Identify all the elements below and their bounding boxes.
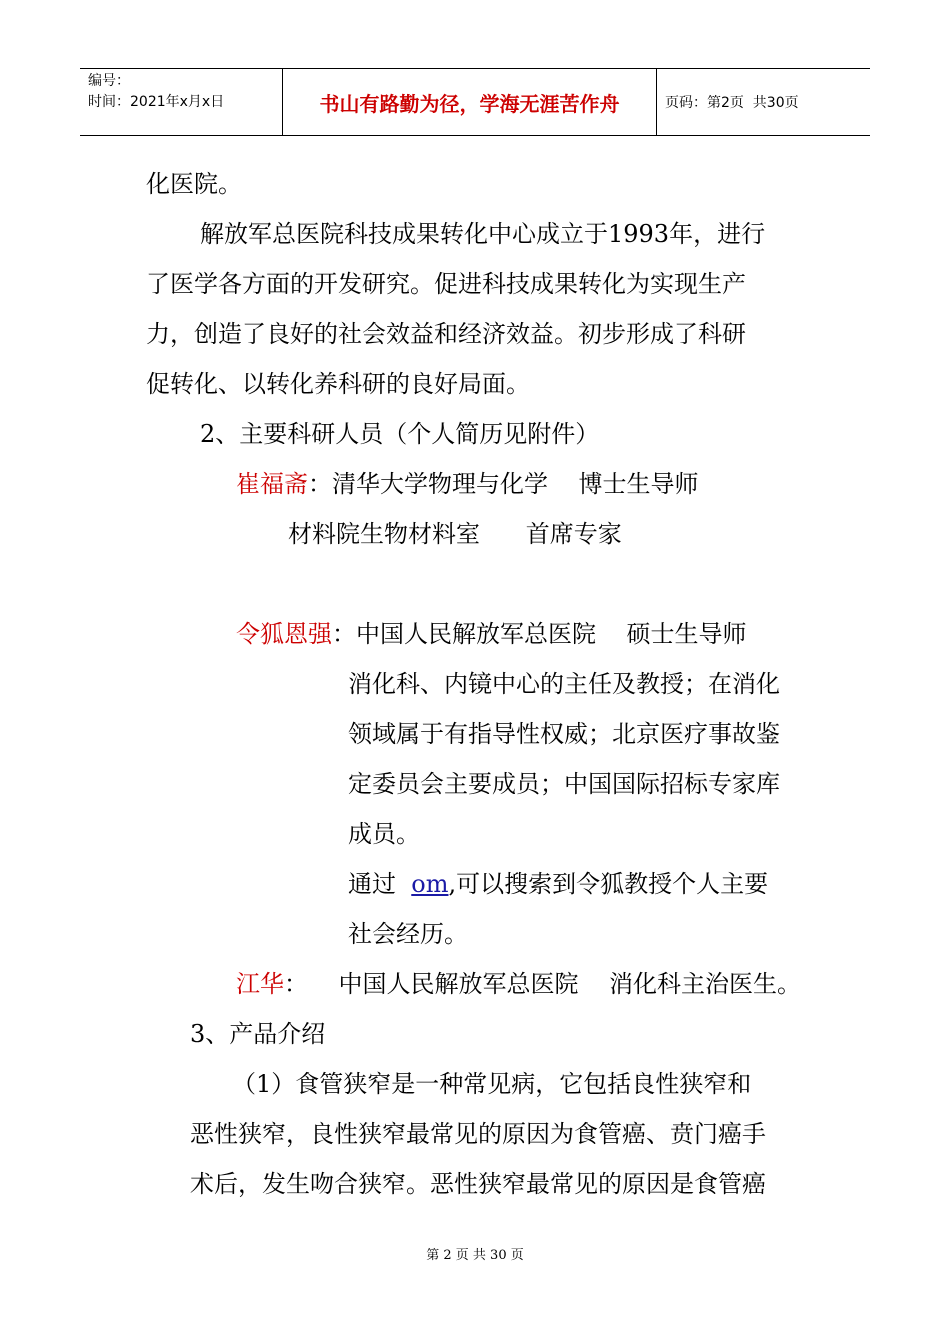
- section-heading: 2、主要科研人员（个人简历见附件）: [200, 420, 600, 448]
- person-detail: 成员。: [348, 820, 420, 848]
- paragraph-continuation: 化医院。: [146, 170, 242, 198]
- person-name: 令狐恩强: [236, 620, 332, 648]
- paragraph-line: 力，创造了良好的社会效益和经济效益。初步形成了科研: [146, 320, 746, 348]
- page-footer: 第 2 页 共 30 页: [426, 1248, 524, 1263]
- header-divider-right: [656, 69, 657, 135]
- paragraph-line: 促转化、以转化养科研的良好局面。: [146, 370, 530, 398]
- person-title: 清华大学物理与化学 博士生导师: [332, 470, 699, 498]
- paragraph-line: 恶性狭窄，良性狭窄最常见的原因为食管癌、贲门癌手: [190, 1120, 766, 1148]
- person-entry: [236, 468, 699, 500]
- person-title: 中国人民解放军总医院 硕士生导师: [356, 620, 747, 648]
- page-header: [80, 68, 870, 136]
- header-number-label: 编号：: [88, 73, 130, 89]
- person-colon: ：: [308, 470, 332, 498]
- search-suffix: ,可以搜索到令狐教授个人主要: [448, 870, 769, 898]
- header-page-info: 页码：第2页 共30页: [665, 95, 799, 111]
- person-detail: 材料院生物材料室 首席专家: [288, 520, 622, 548]
- person-colon: ：: [332, 620, 356, 648]
- header-meta: [88, 71, 224, 113]
- paragraph-line: 了医学各方面的开发研究。促进科技成果转化为实现生产: [146, 270, 746, 298]
- person-detail: 消化科、内镜中心的主任及教授；在消化: [348, 670, 780, 698]
- paragraph-line: （1）食管狭窄是一种常见病，它包括良性狭窄和: [232, 1070, 752, 1098]
- person-name: 崔福斋: [236, 470, 308, 498]
- person-entry: [236, 968, 801, 1000]
- person-detail: 定委员会主要成员；中国国际招标专家库: [348, 770, 780, 798]
- person-colon: ：: [284, 970, 308, 998]
- person-detail: 领域属于有指导性权威；北京医疗事故鉴: [348, 720, 780, 748]
- person-detail: 社会经历。: [348, 920, 468, 948]
- search-link[interactable]: om: [411, 870, 449, 898]
- section-heading: 3、产品介绍: [190, 1020, 326, 1048]
- header-motto: 书山有路勤为径，学海无涯苦作舟: [319, 91, 620, 116]
- paragraph-line: 术后，发生吻合狭窄。恶性狭窄最常见的原因是食管癌: [190, 1170, 766, 1198]
- person-title: 中国人民解放军总医院 消化科主治医生。: [308, 970, 802, 998]
- person-search-note: [348, 868, 768, 900]
- person-entry: [236, 618, 747, 650]
- search-prefix: 通过: [348, 870, 412, 898]
- header-time-label: 时间：2021年x月x日: [88, 94, 225, 110]
- paragraph-line: 解放军总医院科技成果转化中心成立于1993年，进行: [200, 220, 766, 248]
- person-name: 江华: [236, 970, 284, 998]
